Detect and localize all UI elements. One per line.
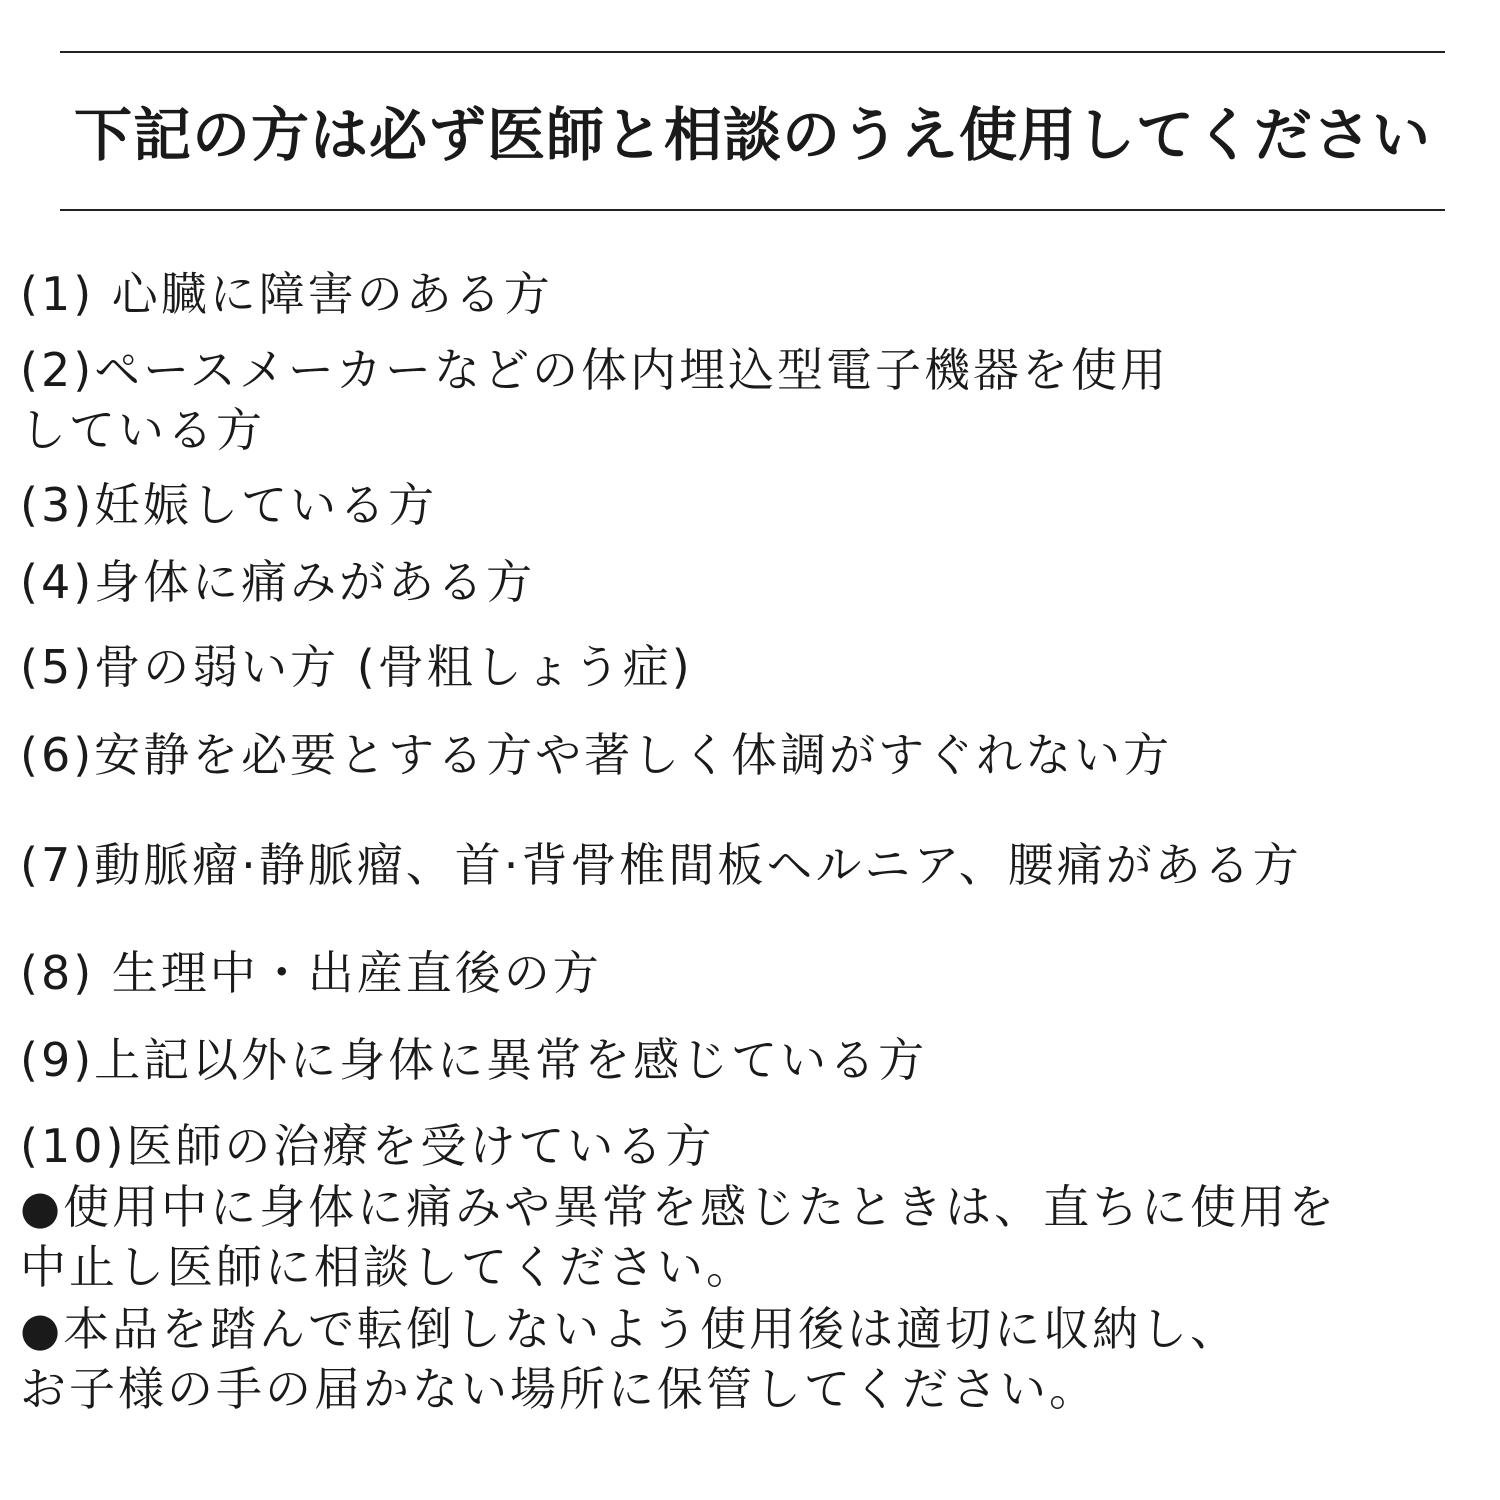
- list-item-5: (5)骨の弱い方 (骨粗しょう症): [20, 640, 693, 694]
- list-item-7: (7)動脈瘤·静脈瘤、首·背骨椎間板ヘルニア、腰痛がある方: [20, 838, 1302, 892]
- top-divider: [60, 51, 1445, 53]
- list-item-10: (10)医師の治療を受けている方: [20, 1119, 715, 1173]
- note-2-line-2: お子様の手の届かない場所に保管してください。: [20, 1362, 1098, 1416]
- warning-heading: 下記の方は必ず医師と相談のうえ使用してください: [73, 101, 1431, 169]
- list-item-2: (2)ペースメーカーなどの体内埋込型電子機器を使用: [20, 343, 1169, 397]
- list-item-3: (3)妊娠している方: [20, 478, 438, 532]
- list-item-2-continuation: している方: [20, 403, 265, 457]
- list-item-8: (8) 生理中・出産直後の方: [20, 946, 602, 1000]
- list-item-4: (4)身体に痛みがある方: [20, 555, 536, 609]
- bottom-divider: [60, 209, 1445, 211]
- list-item-9: (9)上記以外に身体に異常を感じている方: [20, 1033, 928, 1087]
- list-item-1: (1) 心臓に障害のある方: [20, 267, 553, 321]
- list-item-6: (6)安静を必要とする方や著しく体調がすぐれない方: [20, 728, 1173, 782]
- note-1-line-1: ●使用中に身体に痛みや異常を感じたときは、直ちに使用を: [20, 1180, 1338, 1234]
- note-1-line-2: 中止し医師に相談してください。: [20, 1240, 755, 1294]
- note-2-line-1: ●本品を踏んで転倒しないよう使用後は適切に収納し、: [20, 1302, 1240, 1356]
